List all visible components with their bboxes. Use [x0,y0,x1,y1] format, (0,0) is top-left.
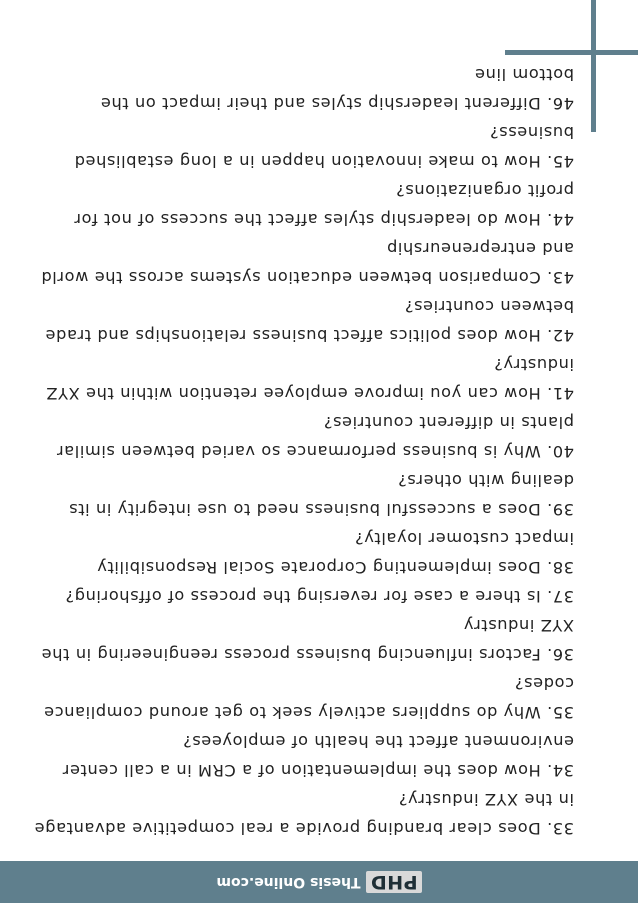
list-line: environment affect the health of employees? [182,732,574,751]
list-line: business? [489,123,574,142]
list-line: 35. Why do suppliers actively seek to get around compliance [43,703,574,722]
list-line: 41. How can you improve employee retention within the XYZ [45,384,574,403]
list-line: 40. Why is business performance so varied between similar [56,442,574,461]
list-line: 43. Comparison between education systems across the world [40,268,574,287]
list-line: plants in different countries? [323,413,574,432]
list-line: profit organizations? [395,181,574,200]
topic-list [34,60,574,843]
list-line: 45. How to make innovation happen in a long established [74,152,574,171]
logo-mark: PHD [367,871,422,893]
list-line: and entrepreneurship [386,239,574,258]
brand-logo [0,861,638,903]
list-line: XYZ industry [463,616,574,635]
list-line: 36. Factors influencing business process reengineering in the [41,645,574,664]
corner-cross-vertical [591,0,596,132]
list-line: industry? [493,355,574,374]
list-line: 44. How do leadership styles affect the success of not for [73,210,574,229]
list-line: between countries? [404,297,574,316]
list-line: 37. Is there a case for reversing the process of offshoring? [64,587,574,606]
list-line: impact customer loyalty? [354,529,574,548]
list-line: dealing with others? [397,471,574,490]
list-line: 46. Different leadership styles and their impact on the [100,94,574,113]
list-line: bottom line [474,65,574,84]
corner-cross-horizontal [505,50,638,55]
list-line: codes? [514,674,574,693]
list-line: in the XYZ industry? [398,790,574,809]
list-line: 33. Does clear branding provide a real competitive advantage [34,819,574,838]
list-line: 39. Does a successful business need to use integrity in its [68,500,574,519]
logo-text: Thesis Online.com [216,874,361,890]
list-line: 42. How does politics affect business relationships and trade [44,326,574,345]
list-line: 34. How does the implementation of a CRM in a call center [62,761,574,780]
list-line: 38. Does implementing Corporate Social Responsibility [96,558,574,577]
